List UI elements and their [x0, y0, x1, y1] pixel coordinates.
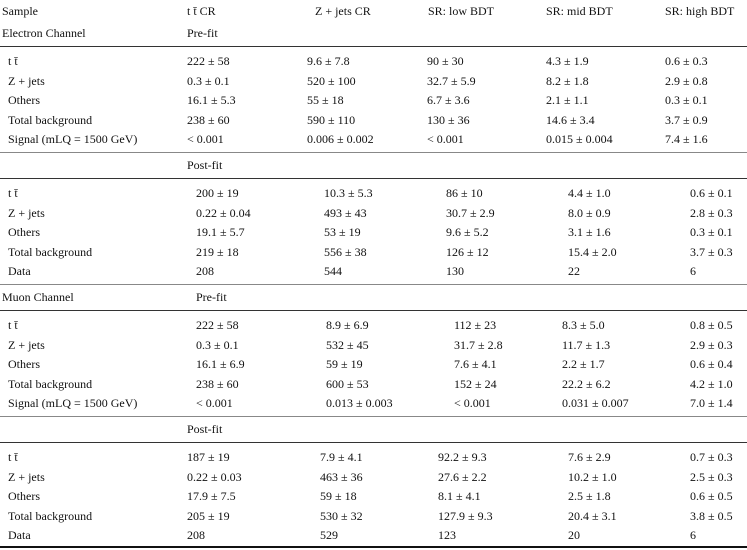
header-col-zjets-cr: Z + jets CR — [315, 4, 371, 18]
table-cell: 130 — [446, 264, 464, 278]
table-cell: 544 — [324, 264, 342, 278]
table-cell: 8.3 ± 5.0 — [562, 318, 605, 332]
table-cell: 20.4 ± 3.1 — [568, 509, 617, 523]
table-cell: 0.8 ± 0.5 — [690, 318, 733, 332]
header-col-sr-high: SR: high BDT — [665, 4, 735, 18]
table-cell: 4.3 ± 1.9 — [546, 54, 589, 68]
table-cell: 0.6 ± 0.4 — [690, 357, 733, 371]
table-cell: 11.7 ± 1.3 — [562, 338, 611, 352]
table-cell: 3.7 ± 0.3 — [690, 245, 733, 259]
section-label-postfit: Post-fit — [187, 158, 223, 172]
table-cell: 200 ± 19 — [196, 186, 239, 200]
table-cell: 126 ± 12 — [446, 245, 489, 259]
table-cell: 22.2 ± 6.2 — [562, 377, 611, 391]
table-cell: 53 ± 19 — [324, 225, 361, 239]
table-cell: 463 ± 36 — [320, 470, 363, 484]
table-cell: 14.6 ± 3.4 — [546, 113, 595, 127]
table-cell: 2.8 ± 0.3 — [690, 206, 733, 220]
header-col-ttbar-cr: t t̄ CR — [187, 4, 216, 18]
table-cell: < 0.001 — [454, 396, 491, 410]
table-cell: 590 ± 110 — [307, 113, 356, 127]
table-cell: 2.5 ± 0.3 — [690, 470, 733, 484]
rule — [0, 442, 747, 443]
table-cell: 2.9 ± 0.8 — [665, 74, 708, 88]
header-col-sr-mid: SR: mid BDT — [546, 4, 613, 18]
table-cell: 8.0 ± 0.9 — [568, 206, 611, 220]
rule — [0, 46, 747, 47]
table-cell: 30.7 ± 2.9 — [446, 206, 495, 220]
table-cell: 90 ± 30 — [427, 54, 464, 68]
table-cell: 520 ± 100 — [307, 74, 356, 88]
rule — [0, 310, 747, 311]
table-cell: 59 ± 18 — [320, 489, 357, 503]
table-cell: 15.4 ± 2.0 — [568, 245, 617, 259]
table-cell: 0.22 ± 0.04 — [196, 206, 251, 220]
table-cell: < 0.001 — [196, 396, 233, 410]
table-cell: 556 ± 38 — [324, 245, 367, 259]
table-cell: 208 — [196, 264, 214, 278]
table-cell: 6 — [690, 264, 696, 278]
row-label: Others — [8, 225, 40, 239]
table-cell: 6 — [690, 528, 696, 542]
row-label: Others — [8, 93, 40, 107]
header-col-sr-low: SR: low BDT — [428, 4, 495, 18]
row-label: Z + jets — [8, 206, 45, 220]
rule — [0, 152, 747, 153]
row-label: Others — [8, 489, 40, 503]
table-cell: 7.0 ± 1.4 — [690, 396, 733, 410]
table-cell: 208 — [187, 528, 205, 542]
section-label-prefit: Pre-fit — [196, 290, 227, 304]
row-label: Z + jets — [8, 470, 45, 484]
rule — [0, 284, 747, 285]
table-cell: 0.013 ± 0.003 — [326, 396, 393, 410]
table-cell: 130 ± 36 — [427, 113, 470, 127]
section-channel-electron: Electron Channel — [2, 26, 86, 40]
table-cell: 22 — [568, 264, 580, 278]
table-cell: 127.9 ± 9.3 — [438, 509, 493, 523]
table-cell: 31.7 ± 2.8 — [454, 338, 503, 352]
row-label: t t̄ — [8, 54, 18, 68]
table-cell: 0.006 ± 0.002 — [307, 132, 374, 146]
table-cell: 3.8 ± 0.5 — [690, 509, 733, 523]
table-cell: 0.7 ± 0.3 — [690, 450, 733, 464]
table-cell: 6.7 ± 3.6 — [427, 93, 470, 107]
table-cell: 2.2 ± 1.7 — [562, 357, 605, 371]
table-cell: 205 ± 19 — [187, 509, 230, 523]
table-cell: 7.6 ± 2.9 — [568, 450, 611, 464]
table-cell: 530 ± 32 — [320, 509, 363, 523]
rule — [0, 416, 747, 417]
rule — [0, 178, 747, 179]
table-cell: 17.9 ± 7.5 — [187, 489, 236, 503]
table-cell: 222 ± 58 — [196, 318, 239, 332]
table-cell: 8.1 ± 4.1 — [438, 489, 481, 503]
table-cell: 529 — [320, 528, 338, 542]
table-cell: 9.6 ± 7.8 — [307, 54, 350, 68]
row-label: Signal (mLQ = 1500 GeV) — [8, 132, 138, 146]
table-cell: 7.6 ± 4.1 — [454, 357, 497, 371]
table-cell: 32.7 ± 5.9 — [427, 74, 476, 88]
table-cell: < 0.001 — [427, 132, 464, 146]
table-cell: 0.3 ± 0.1 — [196, 338, 239, 352]
table-cell: 10.2 ± 1.0 — [568, 470, 617, 484]
row-label: t t̄ — [8, 450, 18, 464]
row-label: Others — [8, 357, 40, 371]
table-cell: 0.6 ± 0.3 — [665, 54, 708, 68]
table-cell: 222 ± 58 — [187, 54, 230, 68]
header-sample: Sample — [2, 4, 38, 18]
table-cell: 219 ± 18 — [196, 245, 239, 259]
table-cell: 3.1 ± 1.6 — [568, 225, 611, 239]
table-cell: 9.6 ± 5.2 — [446, 225, 489, 239]
section-label-postfit: Post-fit — [187, 422, 223, 436]
table-cell: 152 ± 24 — [454, 377, 497, 391]
table-cell: 8.9 ± 6.9 — [326, 318, 369, 332]
row-label: Z + jets — [8, 74, 45, 88]
table-cell: 10.3 ± 5.3 — [324, 186, 373, 200]
table-cell: 0.3 ± 0.1 — [690, 225, 733, 239]
table-cell: 20 — [568, 528, 580, 542]
table-cell: 4.4 ± 1.0 — [568, 186, 611, 200]
table-cell: 8.2 ± 1.8 — [546, 74, 589, 88]
table-cell: 7.9 ± 4.1 — [320, 450, 363, 464]
table-cell: 7.4 ± 1.6 — [665, 132, 708, 146]
table-cell: 86 ± 10 — [446, 186, 483, 200]
row-label: t t̄ — [8, 186, 18, 200]
row-label: Data — [8, 528, 31, 542]
table-cell: 0.6 ± 0.5 — [690, 489, 733, 503]
table-cell: 0.031 ± 0.007 — [562, 396, 629, 410]
table-cell: 0.3 ± 0.1 — [665, 93, 708, 107]
table-cell: 0.015 ± 0.004 — [546, 132, 613, 146]
table-cell: 16.1 ± 6.9 — [196, 357, 245, 371]
table-cell: 0.3 ± 0.1 — [187, 74, 230, 88]
row-label: Z + jets — [8, 338, 45, 352]
table-cell: 4.2 ± 1.0 — [690, 377, 733, 391]
table-cell: 59 ± 19 — [326, 357, 363, 371]
table-cell: 0.6 ± 0.1 — [690, 186, 733, 200]
table-cell: 493 ± 43 — [324, 206, 367, 220]
table-cell: 3.7 ± 0.9 — [665, 113, 708, 127]
row-label: Total background — [8, 377, 93, 391]
section-channel-muon: Muon Channel — [2, 290, 74, 304]
table-cell: 238 ± 60 — [196, 377, 239, 391]
table-cell: 187 ± 19 — [187, 450, 230, 464]
table-cell: 532 ± 45 — [326, 338, 369, 352]
table-cell: 55 ± 18 — [307, 93, 344, 107]
table-cell: 0.22 ± 0.03 — [187, 470, 242, 484]
bottom-rule — [0, 546, 747, 548]
row-label: t t̄ — [8, 318, 18, 332]
table-cell: < 0.001 — [187, 132, 224, 146]
row-label: Data — [8, 264, 31, 278]
table-cell: 19.1 ± 5.7 — [196, 225, 245, 239]
table-cell: 600 ± 53 — [326, 377, 369, 391]
row-label: Total background — [8, 509, 93, 523]
table-cell: 123 — [438, 528, 456, 542]
table-cell: 2.9 ± 0.3 — [690, 338, 733, 352]
section-label-prefit: Pre-fit — [187, 26, 218, 40]
table-cell: 2.1 ± 1.1 — [546, 93, 589, 107]
table-cell: 2.5 ± 1.8 — [568, 489, 611, 503]
row-label: Total background — [8, 113, 93, 127]
table-cell: 238 ± 60 — [187, 113, 230, 127]
table-cell: 92.2 ± 9.3 — [438, 450, 487, 464]
table-cell: 27.6 ± 2.2 — [438, 470, 487, 484]
row-label: Signal (mLQ = 1500 GeV) — [8, 396, 138, 410]
row-label: Total background — [8, 245, 93, 259]
table-cell: 16.1 ± 5.3 — [187, 93, 236, 107]
table-cell: 112 ± 23 — [454, 318, 497, 332]
